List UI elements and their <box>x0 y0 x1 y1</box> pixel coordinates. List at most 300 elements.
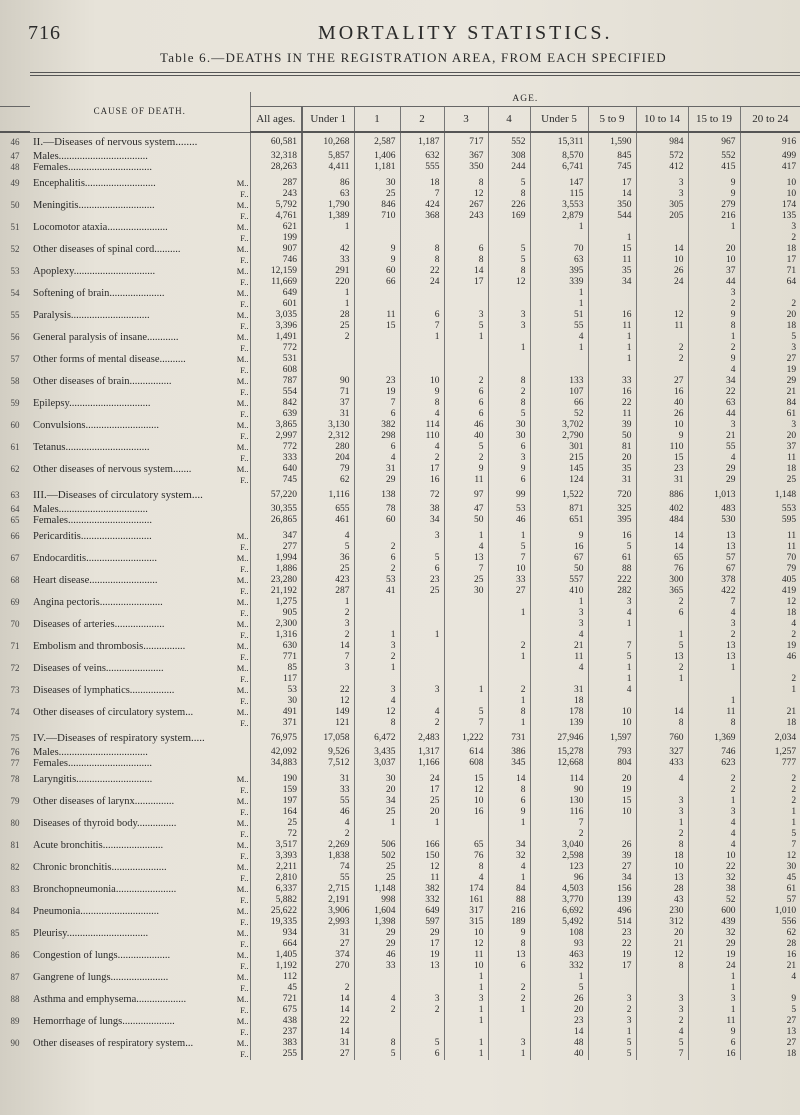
value-cell: 84 <box>740 398 800 409</box>
value-cell: 12,159 <box>250 266 302 277</box>
value-cell: 20 <box>740 431 800 442</box>
column-header: 10 to 14 <box>636 107 688 133</box>
value-cell: 2 <box>354 564 400 575</box>
row-number: 83 <box>10 884 20 894</box>
value-cell: 13 <box>636 652 688 663</box>
column-header: 15 to 19 <box>688 107 740 133</box>
value-cell <box>636 332 688 343</box>
cause-cell <box>30 674 250 685</box>
value-cell: 5,882 <box>250 895 302 906</box>
value-cell: 31 <box>302 774 354 785</box>
row-number: 50 <box>10 200 20 210</box>
row-number <box>0 851 30 862</box>
value-cell: 1 <box>444 1049 488 1060</box>
value-cell: 64 <box>740 277 800 288</box>
cause-label: Tetanus................................ <box>33 442 150 453</box>
value-cell: 8 <box>688 718 740 729</box>
value-cell: 60 <box>354 515 400 526</box>
value-cell: 16 <box>588 310 636 321</box>
value-cell: 14 <box>444 266 488 277</box>
table-row <box>0 1049 800 1060</box>
value-cell: 4 <box>688 829 740 840</box>
value-cell: 5 <box>444 321 488 332</box>
value-cell: 2 <box>302 829 354 840</box>
value-cell: 43 <box>636 895 688 906</box>
value-cell: 1 <box>488 873 530 884</box>
value-cell: 14 <box>530 1027 588 1038</box>
value-cell: 1,604 <box>354 906 400 917</box>
value-cell: 1,590 <box>588 132 636 151</box>
value-cell: 2 <box>444 453 488 464</box>
sex-label: F.. <box>240 564 249 574</box>
cause-cell <box>30 542 250 553</box>
cause-column-header: CAUSE OF DEATH. <box>30 92 250 132</box>
value-cell <box>302 365 354 376</box>
row-number: 49 <box>10 178 20 188</box>
value-cell: 2 <box>688 343 740 354</box>
sex-label: F.. <box>240 299 249 309</box>
table-row <box>0 288 800 299</box>
value-cell: 90 <box>530 785 588 796</box>
value-cell: 746 <box>250 255 302 266</box>
value-cell: 9 <box>740 994 800 1005</box>
cause-label: Locomotor ataxia....................... <box>33 222 168 233</box>
value-cell: 18 <box>740 608 800 619</box>
row-number <box>0 299 30 310</box>
value-cell: 8 <box>354 1038 400 1049</box>
cause-cell <box>30 453 250 464</box>
value-cell: 7 <box>400 321 444 332</box>
value-cell: 121 <box>302 718 354 729</box>
row-number <box>0 233 30 244</box>
value-cell <box>444 222 488 233</box>
cause-cell <box>30 906 250 917</box>
value-cell: 10 <box>740 178 800 189</box>
row-number: 80 <box>10 818 20 828</box>
age-header: AGE. <box>250 92 800 107</box>
cause-cell <box>30 299 250 310</box>
value-cell: 57,220 <box>250 486 302 504</box>
value-cell: 117 <box>250 674 302 685</box>
value-cell: 220 <box>302 277 354 288</box>
value-cell: 3,906 <box>302 906 354 917</box>
value-cell: 1,398 <box>354 917 400 928</box>
value-cell: 38 <box>400 504 444 515</box>
value-cell: 15 <box>588 796 636 807</box>
value-cell: 8 <box>400 398 444 409</box>
value-cell: 1 <box>740 685 800 696</box>
row-number: 65 <box>10 515 20 525</box>
value-cell: 8 <box>354 718 400 729</box>
value-cell: 150 <box>400 851 444 862</box>
value-cell <box>400 365 444 376</box>
cause-cell <box>30 420 250 431</box>
value-cell: 40 <box>530 1049 588 1060</box>
value-cell: 2 <box>488 983 530 994</box>
cause-cell <box>30 928 250 939</box>
value-cell: 382 <box>400 884 444 895</box>
value-cell: 10,268 <box>302 132 354 151</box>
value-cell: 20 <box>588 774 636 785</box>
value-cell: 1 <box>588 233 636 244</box>
value-cell: 70 <box>740 553 800 564</box>
value-cell <box>688 674 740 685</box>
cause-cell <box>30 189 250 200</box>
value-cell: 13 <box>688 531 740 542</box>
value-cell: 7 <box>444 718 488 729</box>
value-cell: 1,406 <box>354 151 400 162</box>
cause-label: General paralysis of insane............ <box>33 332 179 343</box>
value-cell: 553 <box>740 504 800 515</box>
value-cell: 27 <box>636 376 688 387</box>
value-cell: 6 <box>400 1049 444 1060</box>
value-cell: 308 <box>488 151 530 162</box>
value-cell: 66 <box>354 277 400 288</box>
sex-label: M.. <box>236 928 249 938</box>
row-number: 86 <box>10 950 20 960</box>
value-cell <box>302 972 354 983</box>
sex-label: M.. <box>236 685 249 695</box>
value-cell: 5 <box>530 983 588 994</box>
value-cell: 48 <box>530 1038 588 1049</box>
value-cell: 99 <box>488 486 530 504</box>
value-cell: 4 <box>740 972 800 983</box>
value-cell <box>354 1016 400 1027</box>
value-cell: 554 <box>250 387 302 398</box>
cause-cell <box>30 707 250 718</box>
value-cell: 34 <box>354 796 400 807</box>
cause-cell <box>30 531 250 542</box>
sex-label: M.. <box>236 288 249 298</box>
value-cell: 8 <box>488 939 530 950</box>
value-cell: 21,192 <box>250 586 302 597</box>
sex-label: F.. <box>240 255 249 265</box>
value-cell: 39 <box>588 851 636 862</box>
value-cell: 608 <box>444 758 488 769</box>
value-cell: 793 <box>588 747 636 758</box>
value-cell: 270 <box>302 961 354 972</box>
value-cell: 16 <box>444 807 488 818</box>
value-cell: 6 <box>354 553 400 564</box>
value-cell: 31 <box>302 928 354 939</box>
value-cell: 1,010 <box>740 906 800 917</box>
row-number: 57 <box>10 354 20 364</box>
running-title: MORTALITY STATISTICS. <box>318 22 613 44</box>
value-cell: 1 <box>636 818 688 829</box>
value-cell <box>400 972 444 983</box>
value-cell: 14 <box>636 531 688 542</box>
value-cell: 287 <box>302 586 354 597</box>
value-cell <box>530 233 588 244</box>
cause-cell <box>30 873 250 884</box>
value-cell <box>530 674 588 685</box>
cause-cell <box>30 564 250 575</box>
value-cell <box>488 829 530 840</box>
value-cell: 3 <box>688 288 740 299</box>
value-cell: 17 <box>740 255 800 266</box>
value-cell: 402 <box>636 504 688 515</box>
value-cell: 6 <box>400 564 444 575</box>
value-cell: 7 <box>636 1049 688 1060</box>
value-cell: 12 <box>740 597 800 608</box>
value-cell: 484 <box>636 515 688 526</box>
sex-label: M.. <box>236 1038 249 1048</box>
value-cell: 74 <box>302 862 354 873</box>
value-cell: 11 <box>636 321 688 332</box>
value-cell <box>444 641 488 652</box>
value-cell: 45 <box>250 983 302 994</box>
value-cell: 1,148 <box>354 884 400 895</box>
row-number <box>0 365 30 376</box>
cause-cell <box>30 343 250 354</box>
cause-cell <box>30 504 250 515</box>
value-cell: 655 <box>302 504 354 515</box>
value-cell <box>636 299 688 310</box>
value-cell: 33 <box>488 575 530 586</box>
value-cell: 3 <box>530 608 588 619</box>
value-cell: 19 <box>740 365 800 376</box>
value-cell: 2 <box>636 829 688 840</box>
value-cell: 746 <box>688 747 740 758</box>
value-cell <box>400 343 444 354</box>
value-cell: 31 <box>302 409 354 420</box>
value-cell: 1 <box>530 222 588 233</box>
value-cell <box>488 674 530 685</box>
value-cell: 27 <box>488 586 530 597</box>
row-number: 67 <box>10 553 20 563</box>
value-cell: 70 <box>530 244 588 255</box>
value-cell: 10 <box>636 255 688 266</box>
value-cell: 1 <box>688 1005 740 1016</box>
value-cell <box>488 222 530 233</box>
value-cell: 16 <box>530 542 588 553</box>
value-cell: 3 <box>740 343 800 354</box>
section-row <box>0 729 800 747</box>
value-cell: 2 <box>400 1005 444 1016</box>
value-cell: 20 <box>740 310 800 321</box>
value-cell: 60 <box>354 266 400 277</box>
value-cell: 237 <box>250 1027 302 1038</box>
row-number: 73 <box>10 685 20 695</box>
value-cell: 25 <box>740 475 800 486</box>
row-number: 81 <box>10 840 20 850</box>
value-cell: 2,993 <box>302 917 354 928</box>
value-cell: 17 <box>400 464 444 475</box>
cause-cell <box>30 486 250 504</box>
table-row <box>0 619 800 630</box>
value-cell: 386 <box>488 747 530 758</box>
cause-label: Females................................ <box>33 162 152 173</box>
value-cell: 4 <box>636 774 688 785</box>
value-cell: 14 <box>302 641 354 652</box>
value-cell: 4,761 <box>250 211 302 222</box>
value-cell <box>400 641 444 652</box>
value-cell: 2 <box>588 1005 636 1016</box>
value-cell: 11 <box>588 321 636 332</box>
sex-label: F.. <box>240 343 249 353</box>
value-cell: 243 <box>250 189 302 200</box>
row-number <box>0 387 30 398</box>
sex-label: M.. <box>236 619 249 629</box>
value-cell: 22 <box>302 685 354 696</box>
value-cell: 23,280 <box>250 575 302 586</box>
value-cell <box>444 829 488 840</box>
value-cell: 52 <box>530 409 588 420</box>
cause-cell <box>30 233 250 244</box>
row-number <box>0 983 30 994</box>
value-cell: 25,622 <box>250 906 302 917</box>
cause-label: IV.—Diseases of respiratory system..... <box>33 732 205 744</box>
value-cell: 230 <box>636 906 688 917</box>
value-cell: 8 <box>636 961 688 972</box>
value-cell: 1 <box>488 608 530 619</box>
value-cell: 8 <box>636 840 688 851</box>
value-cell <box>636 222 688 233</box>
value-cell: 439 <box>688 917 740 928</box>
value-cell: 4 <box>530 663 588 674</box>
value-cell: 115 <box>530 189 588 200</box>
value-cell: 9 <box>354 255 400 266</box>
value-cell: 2,810 <box>250 873 302 884</box>
value-cell: 461 <box>302 515 354 526</box>
value-cell <box>400 1016 444 1027</box>
value-cell: 6 <box>444 387 488 398</box>
value-cell: 22 <box>588 939 636 950</box>
value-cell <box>400 619 444 630</box>
value-cell: 419 <box>740 586 800 597</box>
sex-label: F.. <box>240 475 249 485</box>
value-cell: 29 <box>740 376 800 387</box>
value-cell: 15 <box>444 774 488 785</box>
value-cell: 53 <box>250 685 302 696</box>
value-cell: 1 <box>636 630 688 641</box>
value-cell: 1 <box>688 332 740 343</box>
table-row <box>0 608 800 619</box>
cause-cell <box>30 288 250 299</box>
value-cell <box>354 608 400 619</box>
value-cell: 26 <box>636 409 688 420</box>
cause-cell <box>30 597 250 608</box>
value-cell: 1 <box>688 796 740 807</box>
cause-label: Apoplexy............................... <box>33 266 156 277</box>
value-cell: 14 <box>636 707 688 718</box>
value-cell: 5 <box>740 829 800 840</box>
value-cell: 46 <box>354 950 400 961</box>
row-number <box>0 807 30 818</box>
value-cell: 79 <box>740 564 800 575</box>
value-cell: 651 <box>530 515 588 526</box>
value-cell: 23 <box>588 928 636 939</box>
sex-label: F.. <box>240 674 249 684</box>
value-cell: 3,130 <box>302 420 354 431</box>
table-row <box>0 796 800 807</box>
value-cell: 8 <box>488 376 530 387</box>
table-row <box>0 685 800 696</box>
value-cell: 3 <box>636 807 688 818</box>
value-cell: 267 <box>444 200 488 211</box>
cause-label: Pericarditis........................... <box>33 531 152 542</box>
value-cell <box>302 233 354 244</box>
value-cell: 544 <box>588 211 636 222</box>
sex-label: F.. <box>240 785 249 795</box>
value-cell: 8 <box>444 862 488 873</box>
value-cell: 21 <box>740 961 800 972</box>
value-cell: 34 <box>688 376 740 387</box>
cause-label: Other diseases of spinal cord.......... <box>33 244 181 255</box>
value-cell: 11 <box>444 950 488 961</box>
value-cell: 19 <box>740 641 800 652</box>
value-cell: 5 <box>488 244 530 255</box>
value-cell: 760 <box>636 729 688 747</box>
table-row <box>0 851 800 862</box>
value-cell <box>636 972 688 983</box>
value-cell: 6 <box>400 310 444 321</box>
sex-label: M.. <box>236 862 249 872</box>
value-cell: 1 <box>530 343 588 354</box>
sex-label: F.. <box>240 189 249 199</box>
sex-label: F.. <box>240 718 249 728</box>
value-cell: 1,522 <box>530 486 588 504</box>
row-number: 48 <box>10 162 20 172</box>
value-cell: 204 <box>302 453 354 464</box>
top-rule-2 <box>30 75 800 76</box>
sex-label: F.. <box>240 586 249 596</box>
value-cell: 20 <box>636 928 688 939</box>
value-cell: 845 <box>588 151 636 162</box>
value-cell: 36 <box>302 553 354 564</box>
value-cell: 1,013 <box>688 486 740 504</box>
value-cell: 33 <box>302 255 354 266</box>
value-cell: 2,997 <box>250 431 302 442</box>
value-cell: 1,275 <box>250 597 302 608</box>
value-cell: 12 <box>444 189 488 200</box>
page-header <box>0 0 800 70</box>
row-number: 47 <box>10 151 20 161</box>
cause-cell <box>30 884 250 895</box>
value-cell: 10 <box>444 961 488 972</box>
value-cell: 44 <box>688 277 740 288</box>
cause-label: Angina pectoris........................ <box>33 597 163 608</box>
value-cell: 4 <box>354 994 400 1005</box>
cause-cell <box>30 696 250 707</box>
value-cell: 2 <box>400 453 444 464</box>
value-cell: 16 <box>636 387 688 398</box>
row-number <box>0 1049 30 1060</box>
row-number: 74 <box>10 707 20 717</box>
value-cell: 557 <box>530 575 588 586</box>
value-cell <box>636 785 688 796</box>
cause-cell <box>30 1049 250 1060</box>
cause-cell <box>30 244 250 255</box>
cause-cell <box>30 939 250 950</box>
cause-label: Meningitis............................. <box>33 200 155 211</box>
value-cell: 19 <box>588 785 636 796</box>
row-number: 79 <box>10 796 20 806</box>
value-cell: 4,503 <box>530 884 588 895</box>
value-cell: 216 <box>488 906 530 917</box>
table-row <box>0 972 800 983</box>
value-cell: 216 <box>688 211 740 222</box>
row-number <box>0 939 30 950</box>
row-number <box>0 917 30 928</box>
value-cell <box>588 288 636 299</box>
value-cell: 6 <box>488 796 530 807</box>
value-cell: 2 <box>688 630 740 641</box>
row-number <box>0 586 30 597</box>
value-cell: 31 <box>588 475 636 486</box>
row-number: 62 <box>10 464 20 474</box>
sex-label: M.. <box>236 707 249 717</box>
